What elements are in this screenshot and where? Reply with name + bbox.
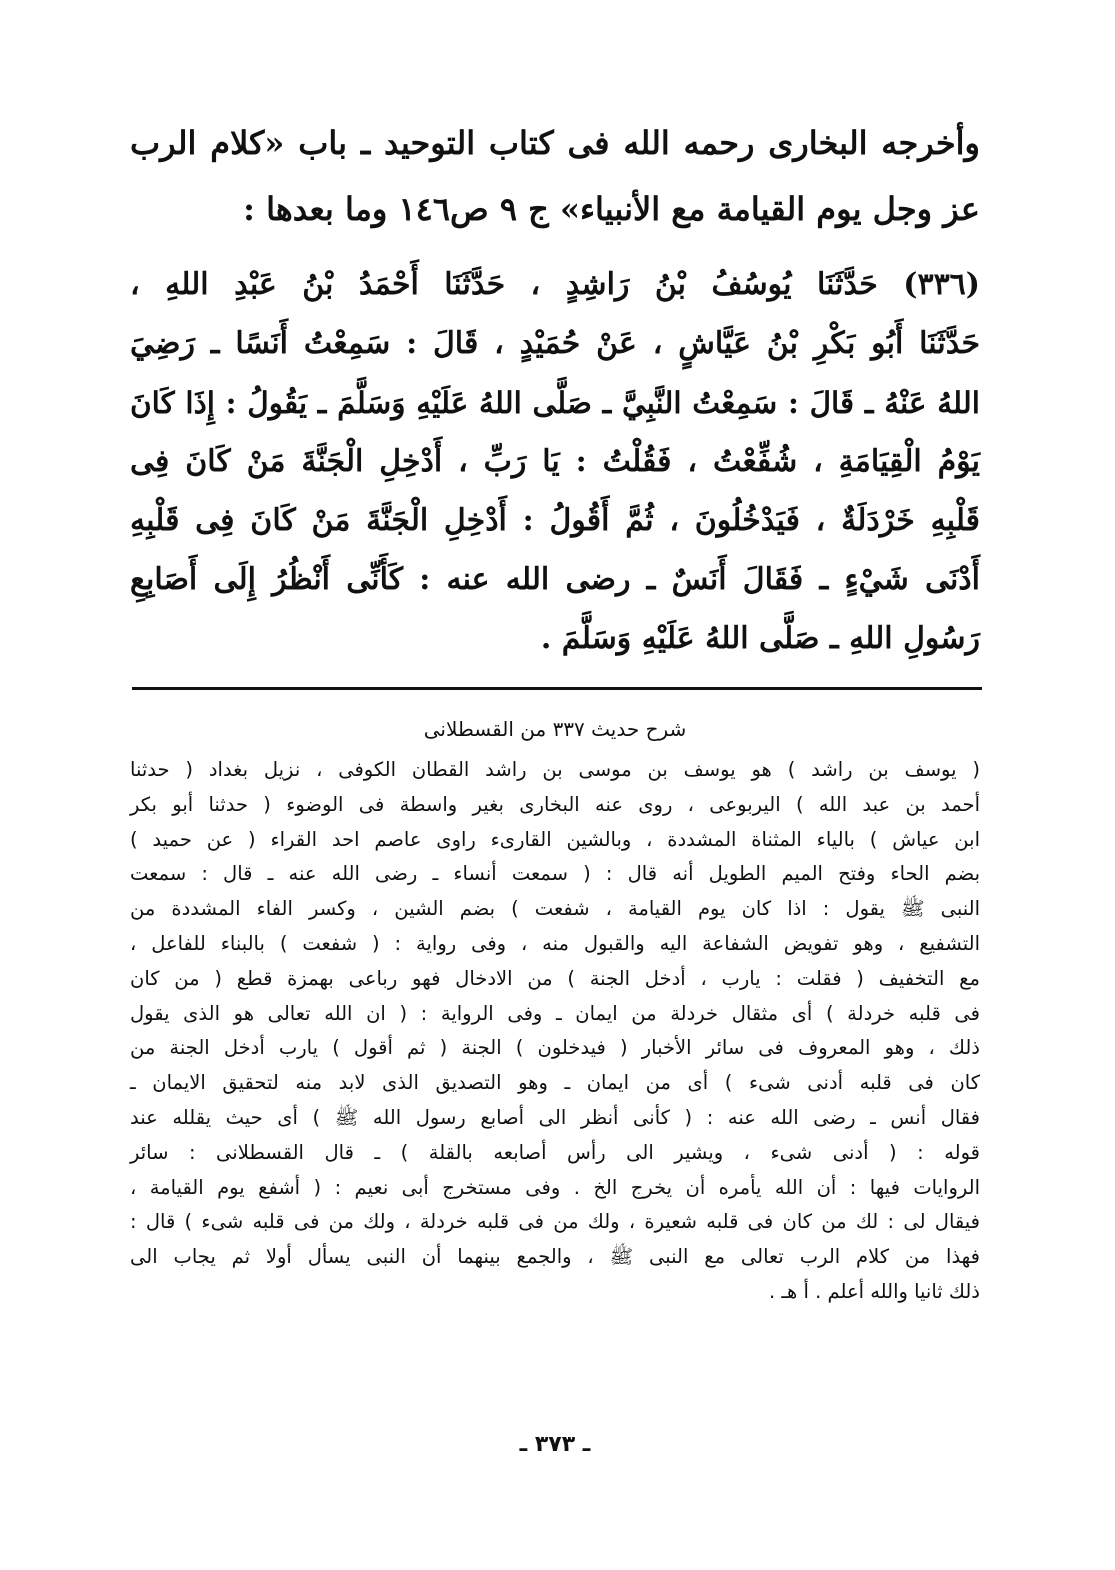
commentary-line: فقال أنس ـ رضى الله عنه : ( كأنى أنظر الى أصابع رسول الله ﷺ ) أى حيث يقلله عند — [130, 1105, 980, 1129]
commentary-line: فيقال لى : لك من كان فى قلبه شعيرة ، ولك من فى قلبه خردلة ، ولك من فى قلبه شىء ) قال : — [130, 1210, 980, 1234]
commentary-line: بضم الحاء وفتح الميم الطويل أنه قال : ( سمعت أنساء ـ رضى الله عنه ـ قال : سمعت — [130, 862, 980, 886]
hadith-line-3: اللهُ عَنْهُ ـ قَالَ : سَمِعْتُ النَّبِيَّ ـ صَلَّى اللهُ عَلَيْهِ وَسَلَّمَ ـ يَقُولُ : إِذَا كَانَ — [130, 385, 980, 420]
commentary-line: النبى ﷺ يقول : اذا كان يوم القيامة ، شفعت ) بضم الشين ، وكسر الفاء المشددة من — [130, 897, 980, 921]
commentary-line: ذلك ثانيا والله أعلم . أ هـ . — [768, 1279, 980, 1303]
hadith-line-7: رَسُولِ اللهِ ـ صَلَّى اللهُ عَلَيْهِ وَسَلَّمَ . — [540, 621, 980, 656]
commentary-line: قوله : ( أدنى شىء ، ويشير الى رأس أصابعه بالقلة ) ـ قال القسطلانى : سائر — [130, 1140, 980, 1164]
hadith-line-2: حَدَّثَنَا أَبُو بَكْرِ بْنُ عَيَّاشٍ ، عَنْ حُمَيْدٍ ، قَالَ : سَمِعْتُ أَنَسًا ـ رَضِيَ — [130, 326, 980, 361]
commentary-line: كان فى قلبه أدنى شىء ) أى من ايمان ـ وهو التصديق الذى لابد منه لتحقيق الايمان ـ — [130, 1071, 980, 1095]
page-number: ـ ٣٧٣ ـ — [519, 1432, 591, 1457]
hadith-line-1: (٣٣٦) حَدَّثَنَا يُوسُفُ بْنُ رَاشِدٍ ، حَدَّثَنَا أَحْمَدُ بْنُ عَبْدِ اللهِ ، — [130, 267, 980, 302]
commentary-title: شرح حديث ٣٣٧ من القسطلانى — [423, 717, 687, 741]
commentary-text — [130, 753, 980, 1310]
commentary-line: أحمد بن عبد الله ) اليربوعى ، روى عنه البخارى بغير واسطة فى الوضوء ( حدثنا أبو بكر — [130, 792, 980, 816]
commentary-line: الروايات فيها : أن الله يأمره أن يخرج الخ . وفى مستخرج أبى نعيم : ( أشفع يوم القيامة ، — [130, 1175, 980, 1199]
intro-line-1: وأخرجه البخارى رحمه الله فى كتاب التوحيد ـ باب «كلام الرب — [130, 124, 980, 162]
hadith-line-6: أَدْنَى شَيْءٍ ـ فَقَالَ أَنَسٌ ـ رضى الله عنه : كَأَنِّى أَنْظُرُ إِلَى أَصَابِعِ — [130, 562, 980, 597]
hadith-line-5: قَلْبِهِ خَرْدَلَةٌ ، فَيَدْخُلُونَ ، ثُمَّ أَقُولُ : أَدْخِلِ الْجَنَّةَ مَنْ كَانَ فِى قَلْبِهِ — [130, 503, 980, 538]
commentary-line: التشفيع ، وهو تفويض الشفاعة اليه والقبول منه ، وفى رواية : ( شفعت ) بالبناء للفاعل ، — [130, 931, 980, 955]
commentary-line: فى قلبه خردلة ) أى مثقال خردلة من ايمان ـ وفى الرواية : ( ان الله تعالى هو الذى يقول — [130, 1001, 980, 1025]
commentary-line: ذلك ، وهو المعروف فى سائر الأخبار ( فيدخلون ) الجنة ( ثم أقول ) يارب أدخل الجنة من — [130, 1036, 980, 1060]
intro-paragraph — [130, 110, 980, 242]
section-divider — [132, 687, 982, 690]
hadith-line-4: يَوْمُ الْقِيَامَةِ ، شُفِّعْتُ ، فَقُلْتُ : يَا رَبِّ ، أَدْخِلِ الْجَنَّةَ مَنْ كَانَ فِى — [130, 444, 980, 479]
commentary-line: ( يوسف بن راشد ) هو يوسف بن موسى بن راشد القطان الكوفى ، نزيل بغداد ( حدثنا — [130, 758, 980, 781]
hadith-text — [130, 255, 980, 668]
intro-line-2: عز وجل يوم القيامة مع الأنبياء» ج ٩ ص١٤٦ وما بعدها : — [243, 190, 980, 228]
commentary-line: فهذا من كلام الرب تعالى مع النبى ﷺ ، والجمع بينهما أن النبى يسأل أولا ثم يجاب الى — [130, 1245, 980, 1269]
commentary-line: ابن عياش ) بالياء المثناة المشددة ، وبالشين القارىء راوى عاصم احد القراء ( عن حميد ) — [130, 827, 980, 851]
commentary-line: مع التخفيف ( فقلت : يارب ، أدخل الجنة ) من الادخال فهو رباعى بهمزة قطع ( من كان — [130, 966, 980, 990]
